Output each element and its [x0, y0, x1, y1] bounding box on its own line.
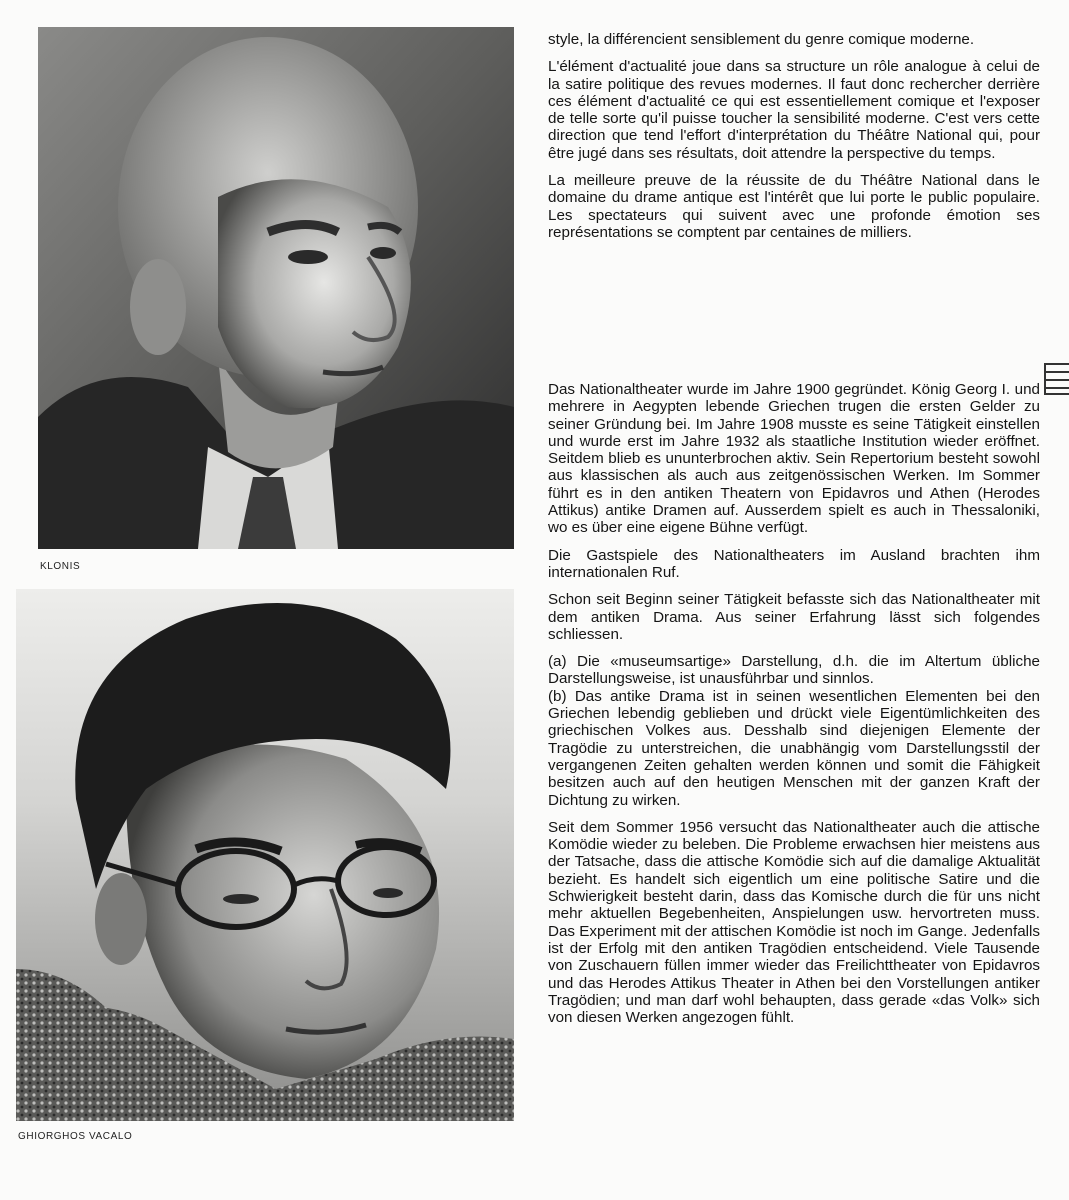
french-paragraph-1: style, la différencient sensiblement du genre comique moderne. — [548, 31, 975, 48]
german-paragraph-6: Seit dem Sommer 1956 versucht das Nationaltheater auch die attische Komödie wieder zu beleben. Die Probleme erwachsen hier meistens aus der Tatsache, dass die attische Komödie sich auf die damalige Aktualität bezieht. Es handelt sich eigentlich um eine politische Satire und die Schwierigkeit besteht darin, dass das Komische durch die für uns nicht mehr aktuellen Begebenheiten, Anspielungen usw. hervortreten muss. Das Experiment mit der attischen Komödie ist noch im Gange. Jedenfalls ist der Erfolg mit den antiken Tragödien entscheidend. Viele Tausende von Zuschauern füllen immer wieder das Freilichttheater von Epidavros und das Herodes Attikus Theater in Athen bei den Vorstellungen antiker Tragödien; und man darf wohl behaupten, dass gerade «das Volk» sich von diesen Werken angezogen fühlt. — [548, 818, 1040, 1027]
german-paragraph-2: Die Gastspiele des Nationaltheaters im Ausland brachten ihm internationalen Ruf. — [548, 546, 1040, 581]
german-paragraph-4: (a) Die «museumsartige» Darstellung, d.h. die im Altertum übliche Darstellungsweise, ist unausführbar und sinnlos. — [548, 653, 1040, 688]
french-paragraph-3: La meilleure preuve de la réussite de du Théâtre National dans le domaine du drame antique est l'intérêt que lui porte le public populaire. Les spectateurs qui suivent avec une profonde émotion ses représentations se comptent par centaines de milliers. — [548, 172, 1040, 241]
german-text-column — [548, 381, 1040, 1036]
french-paragraph-2: L'élément d'actualité joue dans sa structure un rôle analogue à celui de la satire politique des revues modernes. Il faut donc rechercher derrière ces élément d'actualité ce qui est essentiellement comique et l'exposer de telle sorte qu'il puisse toucher la sensibilité moderne. C'est vers cette direction que tend l'effort d'interprétation du Théâtre National qui, pour être jugé dans ses résultats, doit attendre la perspective du temps. — [548, 58, 1040, 162]
portrait-vacalo-image — [16, 589, 514, 1121]
margin-marker — [1044, 363, 1069, 395]
portrait-klonis-image — [38, 27, 514, 549]
photo-caption-klonis: KLONIS — [40, 561, 81, 572]
photo-caption-vacalo: GHIORGHOS VACALO — [18, 1131, 133, 1142]
german-paragraph-3: Schon seit Beginn seiner Tätigkeit befasste sich das Nationaltheater mit dem antiken Drama. Aus seiner Erfahrung lässt sich folgendes schliessen. — [548, 591, 1040, 643]
german-paragraph-1: Das Nationaltheater wurde im Jahre 1900 gegründet. König Georg I. und mehrere in Aegypten lebende Griechen trugen die ersten Gelder zu seiner Gründung bei. Im Jahre 1908 musste es seine Tätigkeit einstellen und wurde erst im Jahre 1932 als staatliche Institution wieder eröffnet. Seitdem blieb es ununterbrochen aktiv. Sein Repertorium besteht sowohl aus klassischen als auch aus zeitgenössischen Werken. Im Sommer führt es in den antiken Theatern von Epidavros und Athen (Herodes Attikus) antike Dramen auf. Ausserdem spielt es auch in Thessaloniki, wo es über eine eigene Bühne verfügt. — [548, 381, 1040, 537]
german-paragraph-5: (b) Das antike Drama ist in seinen wesentlichen Elementen bei den Griechen lebendig geblieben und drückt viele Eigentümlichkeiten des griechischen Volkes aus. Desshalb sind diejenigen Elemente der Tragödie zu unterstreichen, die unabhängig vom Darstellungsstil der vergangenen Zeiten gehalten werden können und somit die Fähigkeit besitzen auch auf den heutigen Menschen mit der ganzen Kraft der Dichtung zu wirken. — [548, 687, 1040, 809]
french-text-column — [548, 31, 1040, 251]
portrait-photo-klonis — [38, 27, 514, 549]
portrait-photo-vacalo — [16, 589, 514, 1121]
